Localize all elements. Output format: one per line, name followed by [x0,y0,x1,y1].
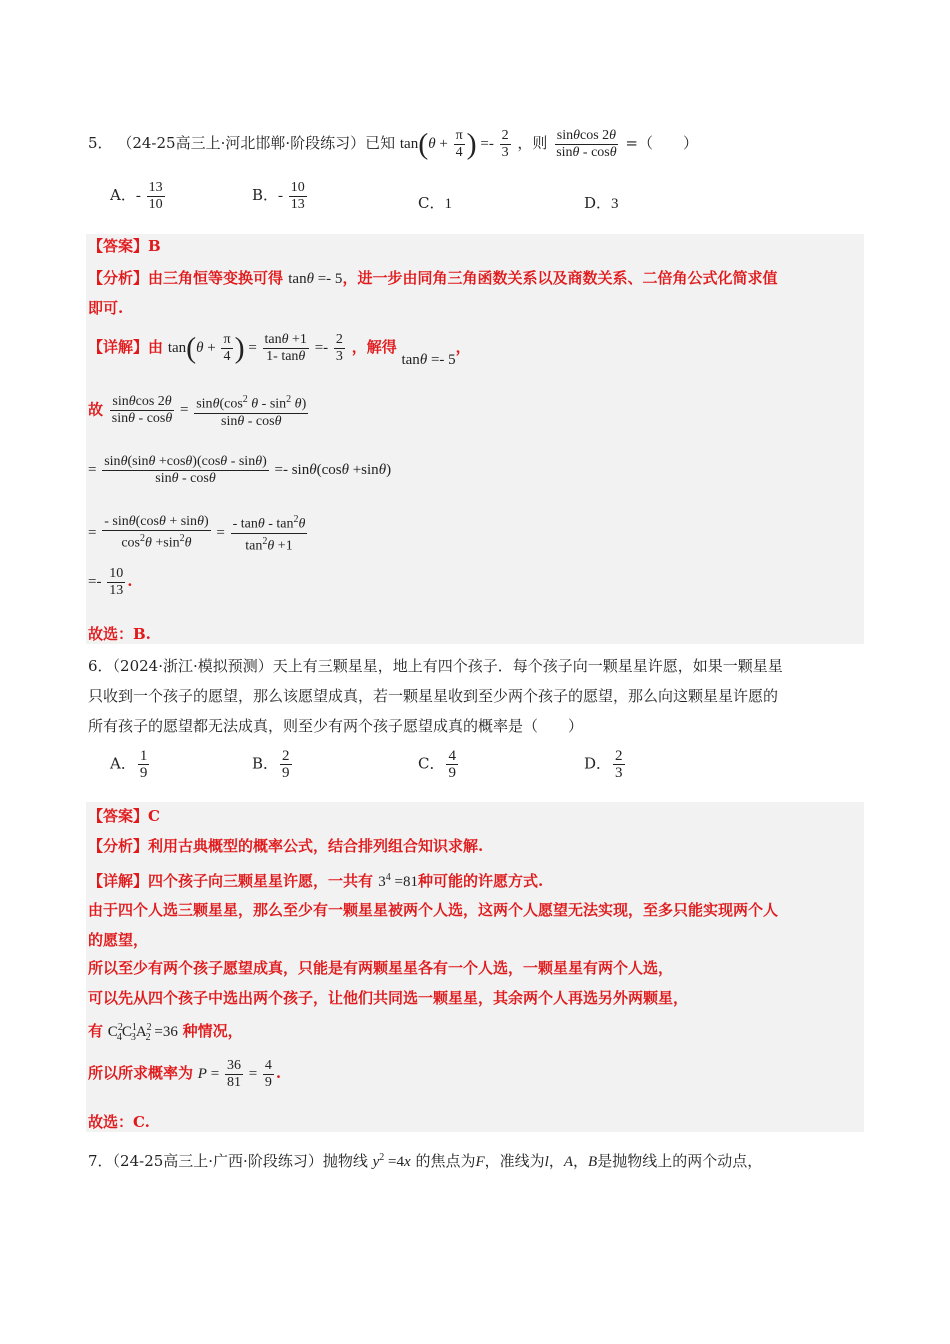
q6-option-a: A． $\frac{1}{9}$ [110,748,148,781]
q6-stem-line1: 6．（2024·浙江·模拟预测）天上有三颗星星，地上有四个孩子．每个孩子向一颗星星许愿，如果一颗星星 [88,657,783,675]
q5-solution-box [86,234,864,644]
q6-detail-line-b: 的愿望， [88,931,149,949]
q6-option-d: D． $\frac{2}{3}$ [584,748,623,781]
q5-detail-final: =- $\frac{10}{13}$ . [88,566,133,598]
q5-source: （24-25高三上·河北邯郸·阶段练习）已知 [117,133,396,152]
q5-then: ，则 [517,133,548,152]
q5-detail-line4: = $\frac{- \sin\theta(\cos\theta + \sin\theta)}{\cos^2\theta +\sin^2\theta}$ = $\frac{- \tan\theta - \tan^2\theta}{\tan^2\theta +1}$ [88,514,306,554]
q5-detail-line3: = $\frac{\sin\theta(\sin\theta +\cos\theta)(\cos\theta - \sin\theta)}{\sin\theta - \cos\theta}$ =- sinθ(cosθ +sinθ) [88,454,392,486]
q5-analysis: 【分析】由三角恒等变换可得 tanθ =- 5，进一步由同角三角函数关系以及商数关系、二倍角公式化简求值 [88,269,778,287]
q6-stem-line2: 只收到一个孩子的愿望，那么该愿望成真，若一颗星星收到至少两个孩子的愿望，那么向这颗星星许愿的 [88,687,779,705]
q6-detail-line-f: 所以所求概率为 P = $\frac{36}{81}$ = $\frac{4}{9}$ . [88,1058,282,1090]
q6-detail-line-c: 所以至少有两个孩子愿望成真，只能是有两颗星星各有一个人选，一颗星星有两个人选， [88,959,674,977]
q6-option-c: C． $\frac{4}{9}$ [418,748,456,781]
q5-detail-line1: 【详解】由 tan(θ + $\frac{\pi}{4}$ ) = $\frac{\tan\theta +1}{1- \tan\theta}$ =- $\frac{2}{3}$ ，解得 tanθ =- 5， [88,331,471,368]
q6-detail-line-e: 有 $C^2_4C^1_3A^2_2 =36$ 种情况， [88,1022,243,1043]
q6-answer: 【答案】C [88,807,160,825]
q5-option-c: C．1 [418,194,452,212]
q5-number: 5． [88,133,113,152]
q5-option-a: A．- $\frac{13}{10}$ [110,180,163,212]
q5-target-expression: $\frac{\sin\theta\cos 2\theta}{\sin\theta - \cos\theta}$ [556,128,617,160]
q6-choice: 故选：C. [88,1113,150,1131]
q5-detail-line2: 故 $\frac{\sin\theta\cos 2\theta}{\sin\theta - \cos\theta}$ = $\frac{\sin\theta(\cos^2 \theta - \sin^2 \theta)}{\sin\theta - \cos\theta}$ [88,394,307,429]
q6-option-b: B． $\frac{2}{9}$ [252,748,290,781]
q5-option-d: D．3 [584,194,619,212]
q5-answer: 【答案】B [88,237,161,255]
q5-option-b: B．- $\frac{10}{13}$ [252,180,305,212]
q6-analysis: 【分析】利用古典概型的概率公式，结合排列组合知识求解. [88,837,484,855]
q5-blank: =（ ） [625,133,698,152]
q5-condition-expression: tan(θ + $\frac{\pi}{4}$ ) =- $\frac{2}{3}$ [399,127,509,161]
q6-stem-line3: 所有孩子的愿望都无法成真，则至少有两个孩子愿望成真的概率是（ ） [88,717,584,735]
q5-stem [88,128,698,161]
q7-stem: 7．（24-25高三上·广西·阶段练习）抛物线 $y^2 =4x$ 的焦点为F，准线为l，A，B是抛物线上的两个动点， [88,1152,763,1170]
q6-detail-line-a: 由于四个人选三颗星星，那么至少有一颗星星被两个人选，这两个人愿望无法实现，至多只能实现两个人 [88,901,779,919]
q6-detail: 【详解】四个孩子向三颗星星许愿，一共有 $3^4 =81$种可能的许愿方式. [88,872,544,890]
q5-analysis-cont: 即可. [88,299,124,317]
q5-choice: 故选：B. [88,625,151,643]
q6-detail-line-d: 可以先从四个孩子中选出两个孩子，让他们共同选一颗星星，其余两个人再选另外两颗星， [88,989,689,1007]
